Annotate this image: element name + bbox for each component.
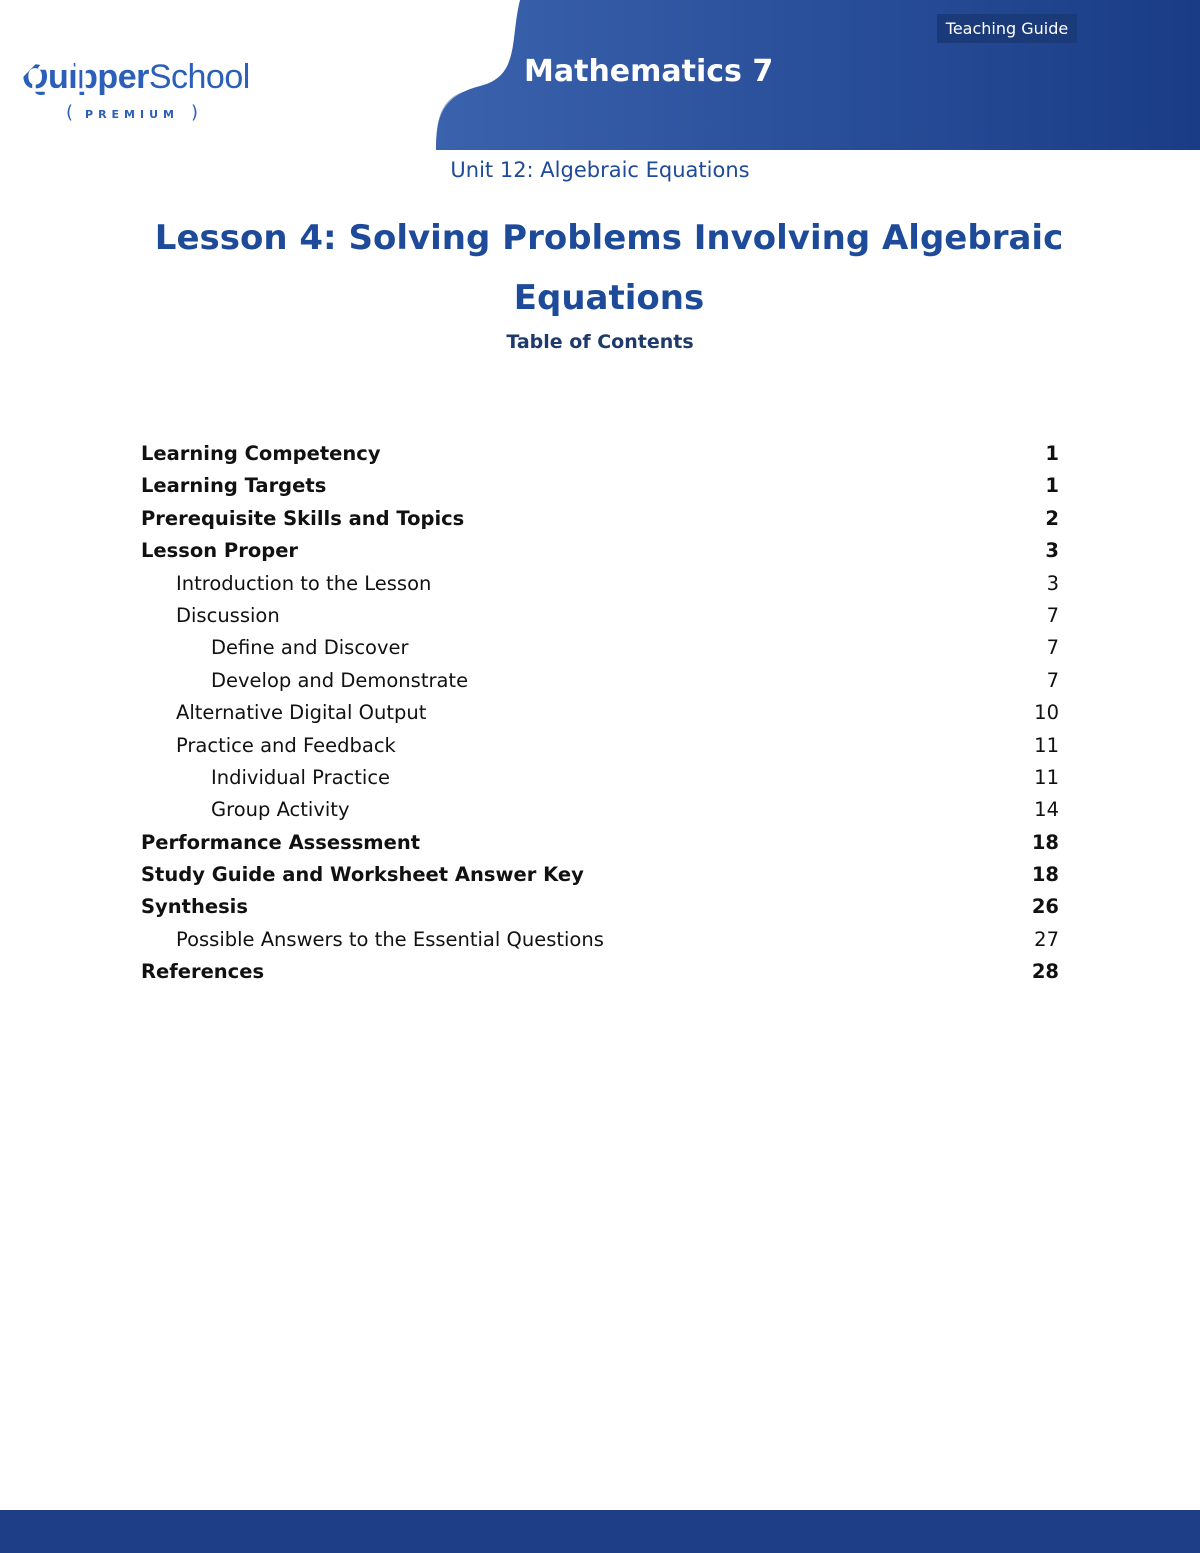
unit-title: Unit 12: Algebraic Equations — [450, 158, 750, 182]
logo-tier — [66, 104, 198, 126]
toc-entry-label: Possible Answers to the Essential Questions — [176, 927, 604, 951]
toc-entry-page: 3 — [1045, 539, 1059, 563]
ruler-triangle-icon — [0, 0, 90, 96]
toc-entry[interactable] — [141, 827, 1059, 859]
toc-entry-page: 18 — [1031, 863, 1059, 887]
toc-entry-page: 3 — [1046, 571, 1059, 595]
logo-brand-light: School — [148, 58, 250, 96]
toc-entry[interactable] — [141, 794, 1059, 826]
toc-entry-label: Alternative Digital Output — [176, 701, 427, 725]
toc-entry[interactable] — [141, 470, 1059, 502]
teaching-guide-badge: Teaching Guide — [937, 14, 1077, 43]
toc-entry[interactable] — [141, 956, 1059, 988]
toc-entry-page: 27 — [1034, 927, 1059, 951]
subject-title: Mathematics 7 — [524, 54, 774, 89]
toc-entry[interactable] — [141, 438, 1059, 470]
toc-entry[interactable] — [141, 697, 1059, 729]
toc-entry[interactable] — [141, 600, 1059, 632]
toc-entry[interactable] — [141, 859, 1059, 891]
toc-entry-label: Introduction to the Lesson — [176, 571, 432, 595]
toc-entry-page: 26 — [1031, 895, 1059, 919]
toc-entry[interactable] — [141, 891, 1059, 923]
toc-entry-page: 10 — [1034, 701, 1059, 725]
toc-entry[interactable] — [141, 762, 1059, 794]
toc-entry[interactable] — [141, 632, 1059, 664]
toc-entry-page: 1 — [1045, 442, 1059, 465]
toc-entry-label: Study Guide and Worksheet Answer Key — [141, 863, 584, 887]
toc-entry[interactable] — [141, 730, 1059, 762]
toc-entry-page: 14 — [1034, 798, 1059, 822]
toc-entry-label: References — [141, 960, 265, 984]
logo-tier-label: PREMIUM — [85, 108, 179, 121]
toc-entry-label: Group Activity — [211, 798, 350, 822]
toc-entry-page: 7 — [1046, 668, 1059, 692]
toc-entry-label: Performance Assessment — [141, 830, 421, 854]
toc-entry-label: Develop and Demonstrate — [211, 668, 469, 692]
toc-entry-page: 2 — [1045, 506, 1059, 530]
logo-tier-bracket-right: ) — [190, 102, 198, 123]
toc-entry-page: 18 — [1031, 830, 1059, 854]
toc-entry-page: 28 — [1031, 960, 1059, 984]
toc-entry-label: Practice and Feedback — [176, 733, 396, 757]
toc-entry-page: 7 — [1046, 636, 1059, 660]
toc-entry-label: Prerequisite Skills and Topics — [141, 506, 465, 530]
toc-entry-page: 11 — [1034, 733, 1059, 757]
toc-entry-label: Discussion — [176, 603, 280, 627]
logo-tier-bracket-left: ( — [66, 102, 74, 123]
toc-entry-page: 11 — [1034, 765, 1059, 789]
toc-entry[interactable] — [141, 568, 1059, 600]
toc-entry-page: 1 — [1045, 474, 1059, 498]
lesson-title: Lesson 4: Solving Problems Involving Algebraic Equations — [154, 218, 1064, 318]
toc-entry[interactable] — [141, 503, 1059, 535]
page-header — [0, 0, 1200, 150]
toc-entry-label: Synthesis — [141, 895, 248, 919]
logo-brand-bold: Quipper — [22, 58, 149, 96]
toc-entry-label: Define and Discover — [211, 636, 409, 660]
toc-entry-label: Individual Practice — [211, 765, 391, 789]
toc-entry[interactable] — [141, 924, 1059, 956]
toc-entry-page: 7 — [1046, 603, 1059, 627]
toc-entry-label: Learning Competency — [141, 442, 381, 465]
toc-entry-label: Learning Targets — [141, 474, 327, 498]
footer-bar — [0, 1510, 1200, 1553]
toc-entry[interactable] — [141, 665, 1059, 697]
table-of-contents — [141, 438, 1059, 989]
toc-entry-label: Lesson Proper — [141, 539, 299, 563]
toc-entry[interactable] — [141, 535, 1059, 567]
toc-heading: Table of Contents — [506, 331, 694, 353]
